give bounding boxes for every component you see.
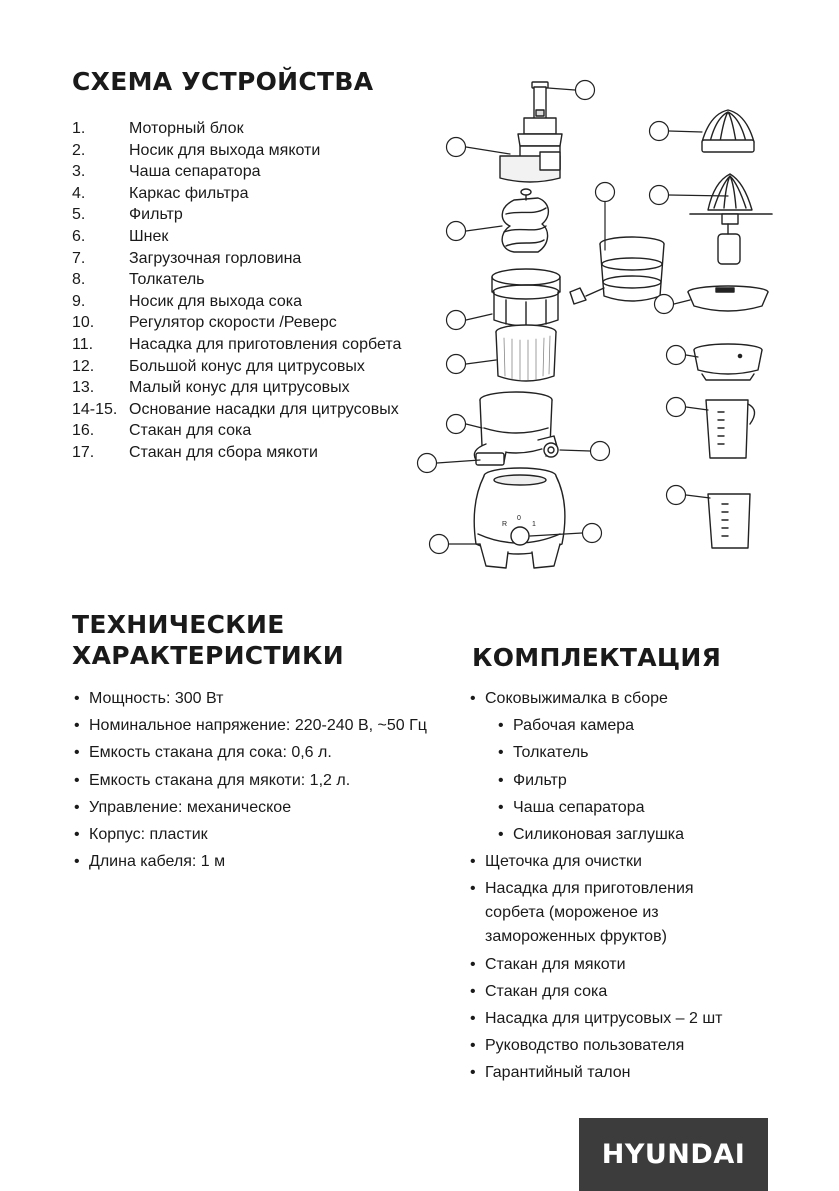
- list-item: 14-15. Основание насадки для цитрусовых: [72, 400, 399, 418]
- list-item: 11. Насадка для приготовления сорбета: [72, 335, 402, 353]
- list-item: 7. Загрузочная горловина: [72, 249, 302, 267]
- list-item: 10. Регулятор скорости /Реверс: [72, 314, 337, 332]
- scheme-title: СХЕМА УСТРОЙСТВА: [72, 67, 374, 96]
- list-item: 6. Шнек: [72, 227, 169, 245]
- reverse-mark: R: [502, 521, 508, 528]
- small-citrus-cone-part: [690, 174, 772, 264]
- citrus-base-part: [688, 286, 768, 380]
- kit-title: КОМПЛЕКТАЦИЯ: [472, 643, 722, 672]
- list-item: • Емкость стакана для мякоти: 1,2 л.: [72, 769, 427, 793]
- list-item: 8. Толкатель: [72, 271, 205, 289]
- list-item: 12. Большой конус для цитрусовых: [72, 357, 365, 375]
- parts-list: [72, 118, 401, 464]
- list-item: 5. Фильтр: [72, 206, 183, 224]
- list-item: 17. Стакан для сбора мякоти: [72, 443, 318, 461]
- list-item: • Щеточка для очистки: [468, 850, 735, 874]
- juicer-diagram: [410, 74, 790, 584]
- callout-markers: [418, 81, 729, 554]
- list-item: 9. Носик для выхода сока: [72, 292, 302, 310]
- specs-list: [72, 687, 427, 877]
- on-mark: 1: [532, 521, 536, 528]
- list-item: • Фильтр: [496, 769, 735, 793]
- list-item: • Соковыжималка в сборе: [468, 687, 735, 711]
- specs-title-line-2: ХАРАКТЕРИСТИКИ: [72, 641, 344, 671]
- list-item: 1. Моторный блок: [72, 120, 244, 137]
- list-item: • Номинальное напряжение: 220-240 В, ~50 Гц: [72, 714, 427, 738]
- brand-logo: HYUNDAI: [579, 1118, 768, 1191]
- list-item: 13. Малый конус для цитрусовых: [72, 379, 350, 397]
- list-item: • Длина кабеля: 1 м: [72, 850, 427, 874]
- filter-part: [496, 325, 556, 381]
- list-item: • Гарантийный талон: [468, 1061, 735, 1085]
- specs-title: [72, 609, 344, 672]
- list-item: • Толкатель: [496, 741, 735, 765]
- kit-list: [468, 687, 735, 1088]
- list-item: • Рабочая камера: [496, 714, 735, 738]
- sorbet-attachment-part: [570, 237, 664, 304]
- list-item: • Корпус: пластик: [72, 823, 427, 847]
- list-item: • Емкость стакана для сока: 0,6 л.: [72, 741, 427, 765]
- motor-base-part: [474, 468, 565, 568]
- feeding-chute-part: [500, 118, 562, 182]
- pulp-cup-part: [708, 494, 750, 548]
- list-item: • Насадка для цитрусовых – 2 шт: [468, 1007, 735, 1031]
- large-citrus-cone-part: [702, 110, 754, 152]
- list-item: • Насадка для приготовления сорбета (мороженое из замороженных фруктов): [468, 877, 735, 949]
- auger-part: [502, 189, 548, 252]
- list-item: 3. Чаша сепаратора: [72, 163, 261, 181]
- juice-cup-part: [706, 400, 755, 458]
- off-mark: 0: [517, 515, 521, 522]
- specs-title-line-1: ТЕХНИЧЕСКИЕ: [72, 610, 285, 639]
- list-item: • Руководство пользователя: [468, 1034, 735, 1058]
- list-item: 16. Стакан для сока: [72, 422, 252, 440]
- list-item: 4. Каркас фильтра: [72, 184, 249, 202]
- list-item: • Стакан для мякоти: [468, 953, 735, 977]
- list-item: • Стакан для сока: [468, 980, 735, 1004]
- list-item: • Управление: механическое: [72, 796, 427, 820]
- separator-bowl-part: [474, 392, 558, 465]
- filter-frame-part: [492, 269, 560, 327]
- list-item: • Силиконовая заглушка: [496, 823, 735, 847]
- list-item: 2. Носик для выхода мякоти: [72, 141, 321, 159]
- list-item: • Мощность: 300 Вт: [72, 687, 427, 711]
- list-item: • Чаша сепаратора: [496, 796, 735, 820]
